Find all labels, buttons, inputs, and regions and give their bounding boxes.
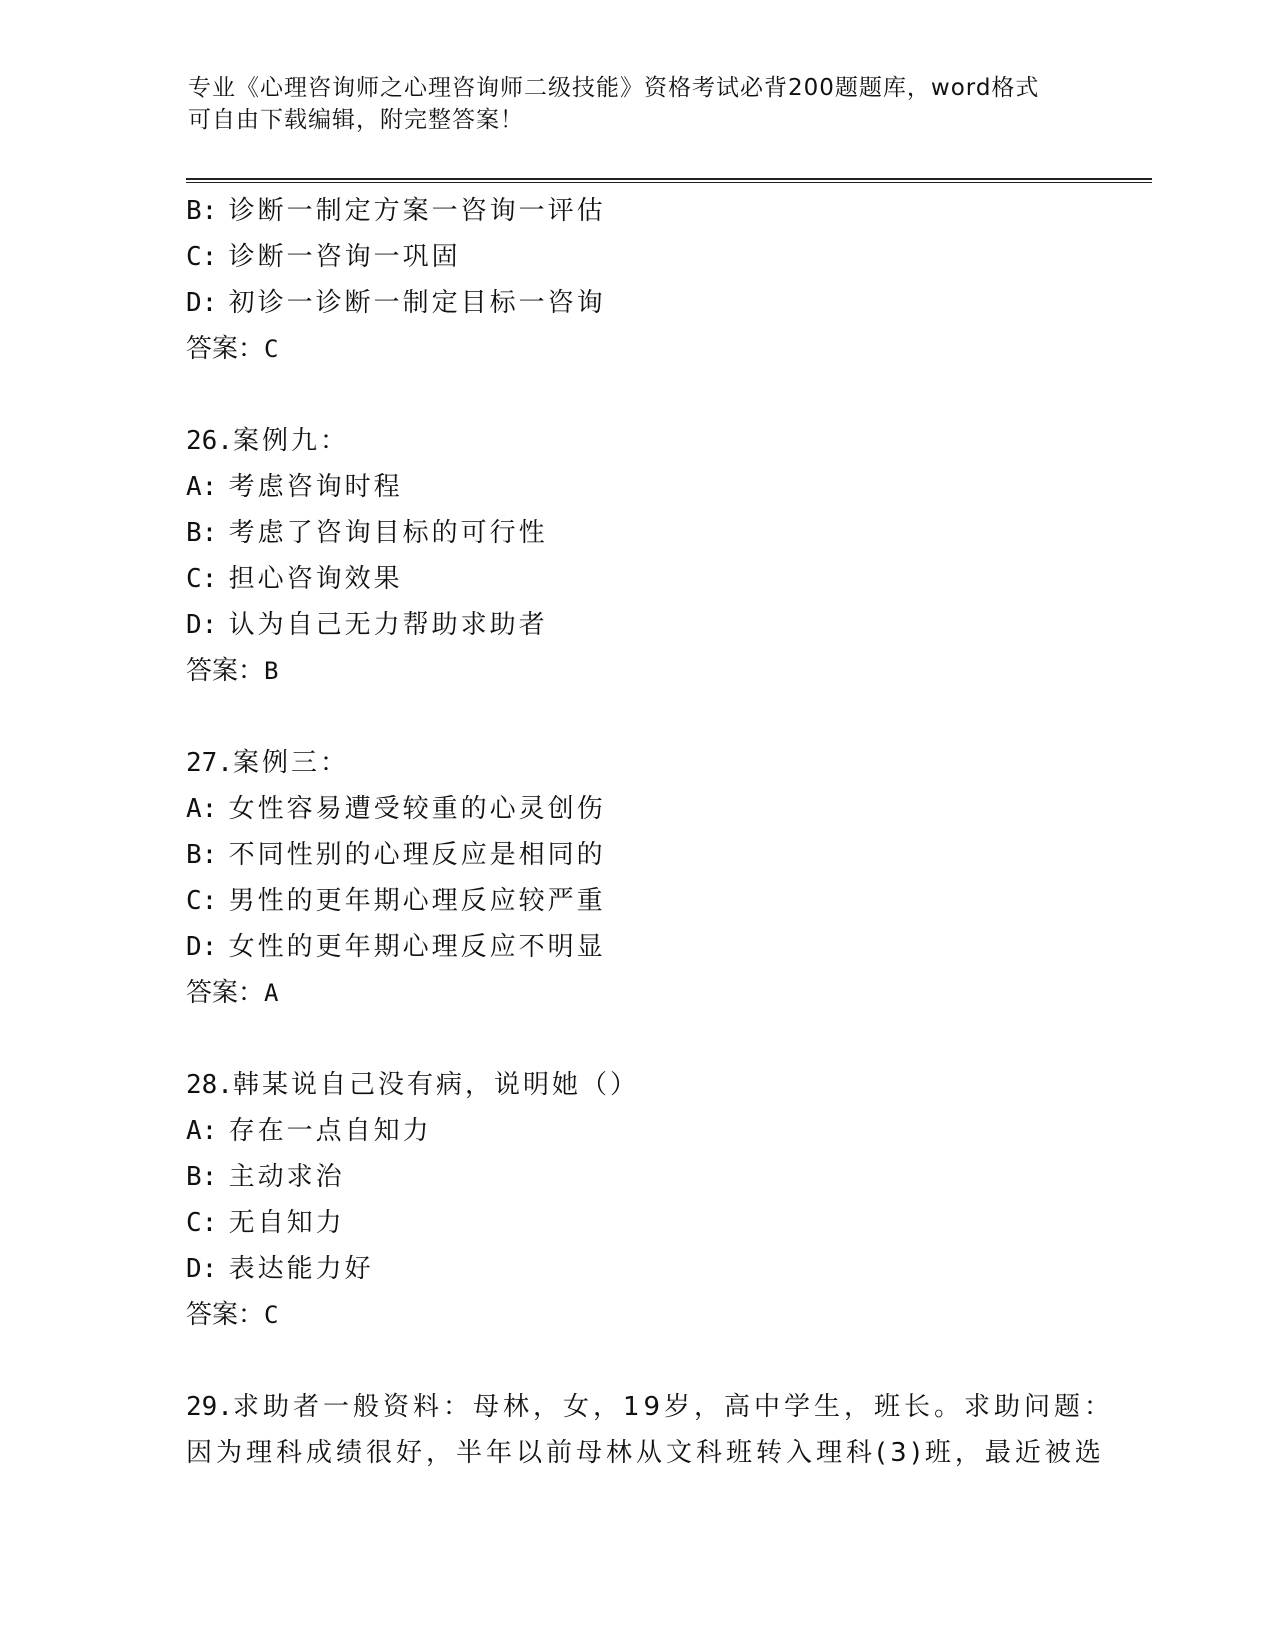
option-c: C: 担心咨询效果 — [186, 564, 403, 594]
option-a: A: 考虑咨询时程 — [186, 472, 403, 502]
option-c: C: 诊断一咨询一巩固 — [186, 242, 461, 272]
question-stem: 28.韩某说自己没有病，说明她（） — [186, 1070, 639, 1100]
question-stem-line-1: 29.求助者一般资料：母林，女，19岁，高中学生，班长。求助问题： — [186, 1392, 1115, 1422]
header-line-2: 可自由下载编辑，附完整答案！ — [188, 107, 524, 133]
option-d: D: 女性的更年期心理反应不明显 — [186, 932, 606, 962]
option-b: B: 考虑了咨询目标的可行性 — [186, 518, 548, 548]
header-divider-thin — [186, 182, 1152, 183]
question-26 — [186, 418, 1146, 694]
option-a: A: 女性容易遭受较重的心灵创伤 — [186, 794, 606, 824]
question-28 — [186, 1062, 1146, 1338]
question-27 — [186, 740, 1146, 1016]
option-a: A: 存在一点自知力 — [186, 1116, 432, 1146]
document-header — [188, 72, 1068, 136]
option-d: D: 表达能力好 — [186, 1254, 374, 1284]
header-divider-thick — [186, 178, 1152, 180]
question-list — [186, 188, 1146, 1476]
answer-line: 答案：A — [186, 978, 279, 1008]
option-c: C: 无自知力 — [186, 1208, 345, 1238]
option-b: B: 主动求治 — [186, 1162, 345, 1192]
option-d: D: 初诊一诊断一制定目标一咨询 — [186, 288, 606, 318]
question-stem: 27.案例三： — [186, 748, 349, 778]
option-b: B: 诊断一制定方案一咨询一评估 — [186, 196, 606, 226]
answer-line: 答案：B — [186, 656, 279, 686]
question-fragment — [186, 188, 1146, 372]
answer-line: 答案：C — [186, 1300, 279, 1330]
option-b: B: 不同性别的心理反应是相同的 — [186, 840, 606, 870]
question-29 — [186, 1384, 1146, 1476]
answer-line: 答案：C — [186, 334, 279, 364]
question-stem-line-2: 因为理科成绩很好，半年以前母林从文科班转入理科(3)班，最近被选 — [186, 1438, 1105, 1468]
option-d: D: 认为自己无力帮助求助者 — [186, 610, 548, 640]
header-line-1: 专业《心理咨询师之心理咨询师二级技能》资格考试必背200题题库，word格式 — [188, 75, 1040, 101]
question-stem: 26.案例九： — [186, 426, 349, 456]
option-c: C: 男性的更年期心理反应较严重 — [186, 886, 606, 916]
